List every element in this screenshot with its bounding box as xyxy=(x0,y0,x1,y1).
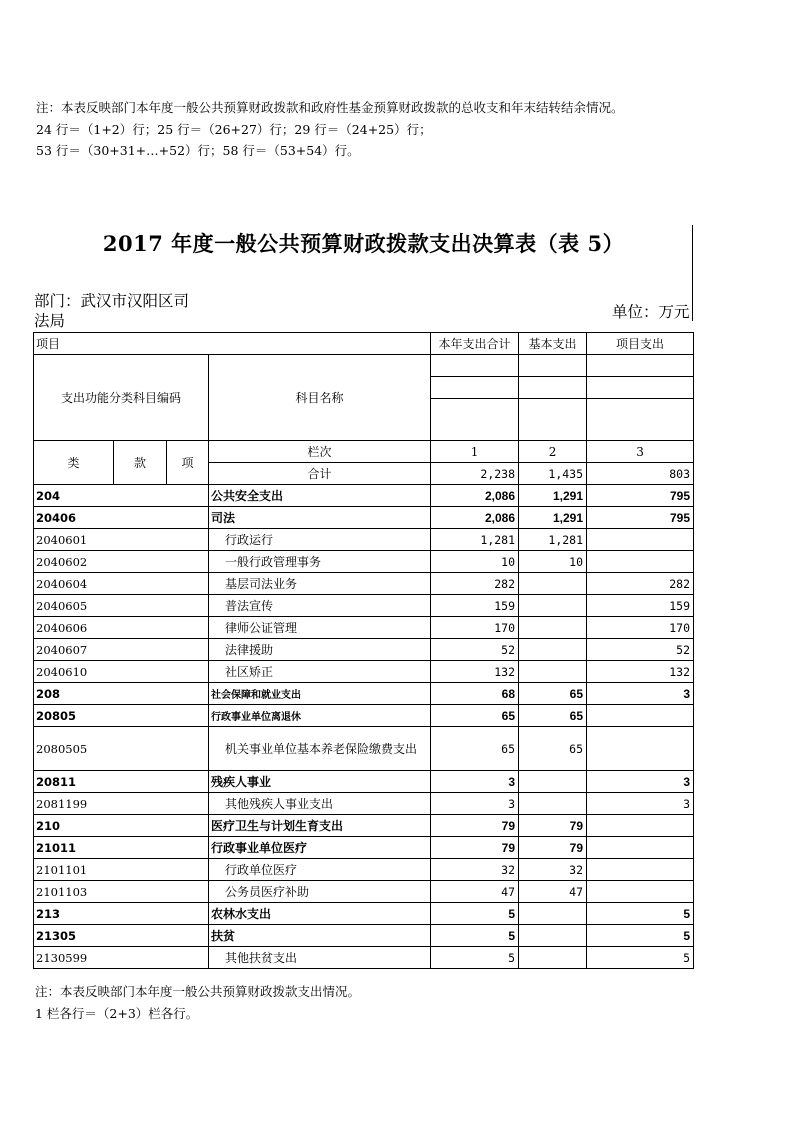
header-kuan: 款 xyxy=(114,441,167,485)
row-basic xyxy=(519,771,587,793)
header-total: 本年支出合计 xyxy=(431,333,519,355)
table-row xyxy=(34,925,694,947)
row-basic: 65 xyxy=(519,683,587,705)
row-basic: 32 xyxy=(519,859,587,881)
total-amount: 2,238 xyxy=(431,463,519,485)
bottom-note-line: 注：本表反映部门本年度一般公共预算财政拨款支出情况。 xyxy=(35,984,361,999)
row-project: 170 xyxy=(587,617,694,639)
column-number: 1 xyxy=(431,441,519,463)
row-name: 社会保障和就业支出 xyxy=(209,683,431,705)
header-basic: 基本支出 xyxy=(519,333,587,355)
row-total: 32 xyxy=(431,859,519,881)
header-blank xyxy=(587,377,694,399)
row-project: 795 xyxy=(587,507,694,529)
header-item: 项目 xyxy=(34,333,431,355)
row-code: 21305 xyxy=(34,925,209,947)
column-number: 3 xyxy=(587,441,694,463)
row-total: 159 xyxy=(431,595,519,617)
top-note-line: 53 行＝（30+31+…+52）行；58 行＝（53+54）行。 xyxy=(36,143,360,158)
row-basic xyxy=(519,661,587,683)
row-total: 68 xyxy=(431,683,519,705)
row-total: 10 xyxy=(431,551,519,573)
row-project: 3 xyxy=(587,793,694,815)
row-name: 行政运行 xyxy=(209,529,431,551)
page-title: 2017 年度一般公共预算财政拨款支出决算表（表 5） xyxy=(102,231,625,256)
row-project xyxy=(587,881,694,903)
table-row xyxy=(34,815,694,837)
row-project xyxy=(587,551,694,573)
row-code: 210 xyxy=(34,815,209,837)
table-row xyxy=(34,903,694,925)
row-name: 农林水支出 xyxy=(209,903,431,925)
table-row xyxy=(34,529,694,551)
total-label: 合计 xyxy=(209,463,431,485)
row-basic xyxy=(519,639,587,661)
row-total: 5 xyxy=(431,903,519,925)
row-project xyxy=(587,815,694,837)
row-project xyxy=(587,529,694,551)
total-basic: 1,435 xyxy=(519,463,587,485)
department-line: 法局 xyxy=(34,312,66,330)
row-code: 2080505 xyxy=(34,727,209,771)
row-total: 47 xyxy=(431,881,519,903)
row-code: 20406 xyxy=(34,507,209,529)
row-name: 律师公证管理 xyxy=(209,617,431,639)
row-project xyxy=(587,727,694,771)
row-code: 2101101 xyxy=(34,859,209,881)
header-blank xyxy=(431,355,519,377)
row-total: 1,281 xyxy=(431,529,519,551)
row-basic: 10 xyxy=(519,551,587,573)
row-project: 3 xyxy=(587,771,694,793)
row-code: 2081199 xyxy=(34,793,209,815)
table-row xyxy=(34,573,694,595)
row-code: 2040602 xyxy=(34,551,209,573)
table-row xyxy=(34,727,694,771)
row-name: 行政单位医疗 xyxy=(209,859,431,881)
row-project xyxy=(587,705,694,727)
header-blank xyxy=(519,377,587,399)
row-total: 65 xyxy=(431,727,519,771)
header-row-labels xyxy=(34,355,694,377)
row-basic: 1,281 xyxy=(519,529,587,551)
row-name: 公务员医疗补助 xyxy=(209,881,431,903)
row-basic xyxy=(519,903,587,925)
header-blank xyxy=(431,377,519,399)
header-xiang: 项 xyxy=(167,441,209,485)
row-basic: 79 xyxy=(519,837,587,859)
department-line: 部门：武汉市汉阳区司 xyxy=(34,292,190,310)
row-total: 5 xyxy=(431,947,519,969)
row-total: 2,086 xyxy=(431,485,519,507)
row-name: 残疾人事业 xyxy=(209,771,431,793)
total-project: 803 xyxy=(587,463,694,485)
header-code-label: 支出功能分类科目编码 xyxy=(34,355,209,441)
row-code: 2040604 xyxy=(34,573,209,595)
expenditure-table xyxy=(33,332,694,969)
table-row xyxy=(34,617,694,639)
row-project: 795 xyxy=(587,485,694,507)
table-row xyxy=(34,639,694,661)
row-code: 2040610 xyxy=(34,661,209,683)
row-code: 208 xyxy=(34,683,209,705)
unit-label: 单位：万元 xyxy=(612,303,690,321)
row-name: 基层司法业务 xyxy=(209,573,431,595)
table-row xyxy=(34,507,694,529)
row-total: 5 xyxy=(431,925,519,947)
row-basic: 1,291 xyxy=(519,507,587,529)
row-name: 普法宣传 xyxy=(209,595,431,617)
row-basic: 47 xyxy=(519,881,587,903)
row-basic xyxy=(519,925,587,947)
row-basic xyxy=(519,595,587,617)
row-project xyxy=(587,837,694,859)
row-basic xyxy=(519,617,587,639)
table-row xyxy=(34,595,694,617)
row-total: 282 xyxy=(431,573,519,595)
bottom-note xyxy=(35,981,360,1024)
row-project: 282 xyxy=(587,573,694,595)
row-basic: 1,291 xyxy=(519,485,587,507)
header-project: 项目支出 xyxy=(587,333,694,355)
table-row xyxy=(34,837,694,859)
row-name: 法律援助 xyxy=(209,639,431,661)
row-name: 司法 xyxy=(209,507,431,529)
row-name: 行政事业单位医疗 xyxy=(209,837,431,859)
table-row xyxy=(34,947,694,969)
row-name: 行政事业单位离退休 xyxy=(209,705,431,727)
row-project: 132 xyxy=(587,661,694,683)
row-code: 2040606 xyxy=(34,617,209,639)
row-name: 一般行政管理事务 xyxy=(209,551,431,573)
row-total: 79 xyxy=(431,815,519,837)
column-number: 2 xyxy=(519,441,587,463)
row-name: 医疗卫生与计划生育支出 xyxy=(209,815,431,837)
row-name: 公共安全支出 xyxy=(209,485,431,507)
row-code: 204 xyxy=(34,485,209,507)
header-row-item xyxy=(34,333,694,355)
row-total: 79 xyxy=(431,837,519,859)
row-name: 扶贫 xyxy=(209,925,431,947)
table-row xyxy=(34,485,694,507)
row-basic: 65 xyxy=(519,705,587,727)
top-note-line: 注：本表反映部门本年度一般公共预算财政拨款和政府性基金预算财政拨款的总收支和年末结转结余情况。 xyxy=(36,100,624,115)
row-code: 20805 xyxy=(34,705,209,727)
header-blank xyxy=(587,399,694,441)
row-code: 2040605 xyxy=(34,595,209,617)
row-code: 2040607 xyxy=(34,639,209,661)
row-basic xyxy=(519,947,587,969)
row-project: 5 xyxy=(587,903,694,925)
header-lei: 类 xyxy=(34,441,114,485)
table-row xyxy=(34,661,694,683)
header-blank xyxy=(587,355,694,377)
row-project xyxy=(587,859,694,881)
header-blank xyxy=(431,399,519,441)
row-basic: 79 xyxy=(519,815,587,837)
row-name: 机关事业单位基本养老保险缴费支出 xyxy=(209,727,431,771)
row-basic: 65 xyxy=(519,727,587,771)
table-row xyxy=(34,683,694,705)
header-blank xyxy=(519,399,587,441)
table-row xyxy=(34,859,694,881)
row-total: 3 xyxy=(431,793,519,815)
row-name: 其他残疾人事业支出 xyxy=(209,793,431,815)
row-project: 159 xyxy=(587,595,694,617)
row-name: 社区矫正 xyxy=(209,661,431,683)
top-note xyxy=(36,97,624,162)
row-total: 2,086 xyxy=(431,507,519,529)
row-code: 2040601 xyxy=(34,529,209,551)
header-name-label: 科目名称 xyxy=(209,355,431,441)
row-project: 5 xyxy=(587,925,694,947)
table-row xyxy=(34,793,694,815)
row-project: 52 xyxy=(587,639,694,661)
header-blank xyxy=(519,355,587,377)
row-code: 21011 xyxy=(34,837,209,859)
bottom-note-line: 1 栏各行＝（2+3）栏各行。 xyxy=(35,1005,199,1021)
header-lanci: 栏次 xyxy=(209,441,431,463)
row-basic xyxy=(519,573,587,595)
row-total: 132 xyxy=(431,661,519,683)
table-row xyxy=(34,705,694,727)
row-code: 20811 xyxy=(34,771,209,793)
row-total: 52 xyxy=(431,639,519,661)
table-row xyxy=(34,881,694,903)
row-total: 65 xyxy=(431,705,519,727)
top-note-line: 24 行＝（1+2）行；25 行＝（26+27）行；29 行＝（24+25）行； xyxy=(36,121,432,137)
row-code: 2101103 xyxy=(34,881,209,903)
row-name: 其他扶贫支出 xyxy=(209,947,431,969)
row-project: 5 xyxy=(587,947,694,969)
row-project: 3 xyxy=(587,683,694,705)
row-total: 3 xyxy=(431,771,519,793)
row-code: 2130599 xyxy=(34,947,209,969)
table-row xyxy=(34,551,694,573)
header-row-lanci xyxy=(34,441,694,463)
row-basic xyxy=(519,793,587,815)
row-code: 213 xyxy=(34,903,209,925)
department-label xyxy=(34,291,189,331)
table-row xyxy=(34,771,694,793)
row-total: 170 xyxy=(431,617,519,639)
